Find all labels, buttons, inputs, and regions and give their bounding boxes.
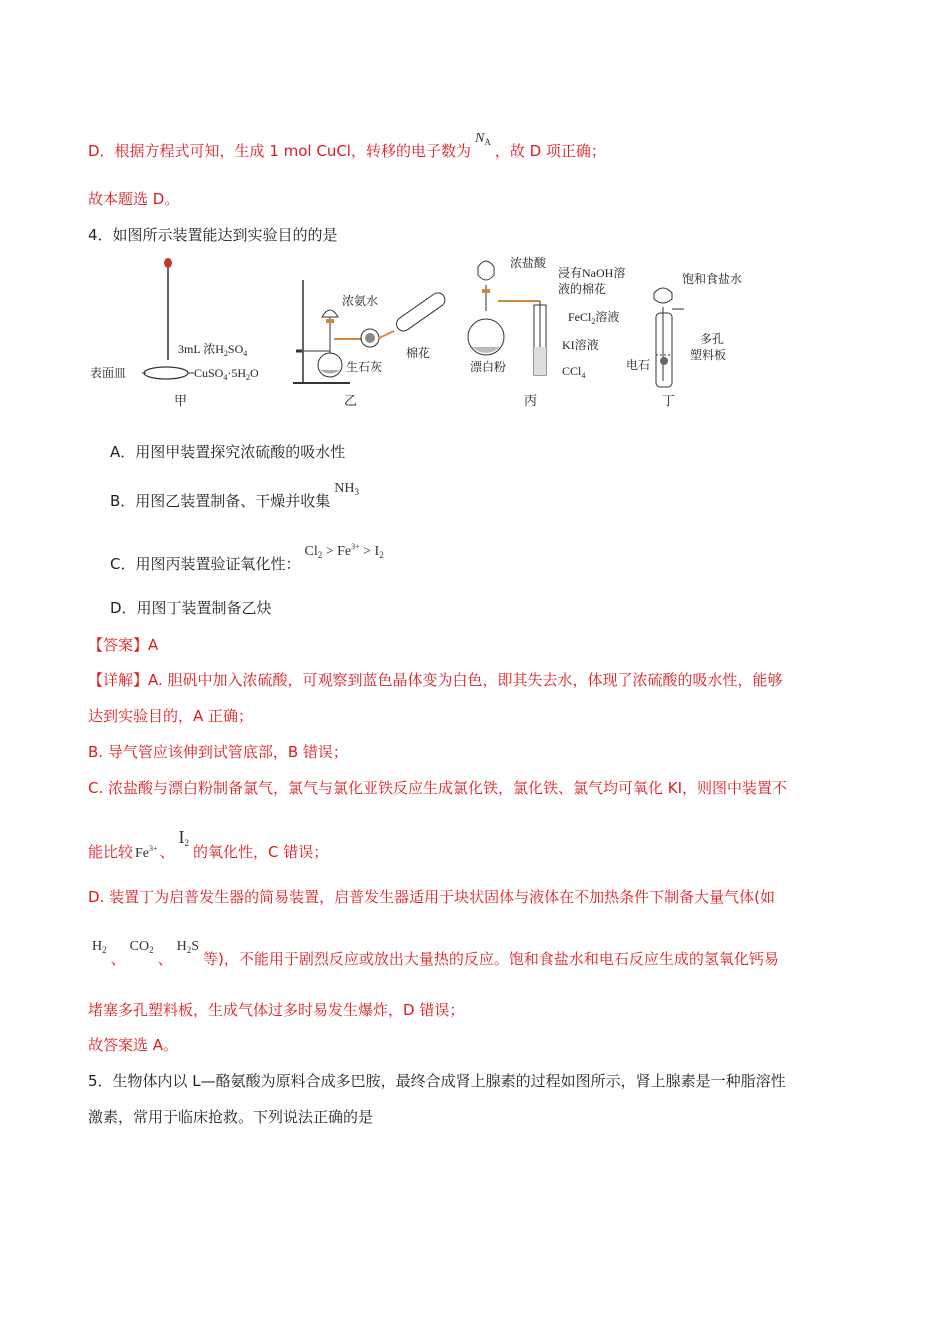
svg-text:丙: 丙	[524, 393, 538, 408]
svg-text:多孔: 多孔	[700, 332, 725, 346]
svg-text:甲: 甲	[174, 393, 188, 408]
formula-oxidizers: $Cl_2 > Fe^{3+} > I_2$	[304, 542, 384, 560]
svg-text:浓氨水: 浓氨水	[342, 294, 379, 308]
explain-line-9: 故答案选 A。	[88, 1036, 179, 1054]
apparatus-jia	[90, 258, 259, 408]
prev-option-d: D．根据方程式可知，生成 1 mol CuCl，转移的电子数为$N_A$ ，故 D 项正确；	[88, 131, 606, 160]
explain-line-5: 能比较 $Fe^{3+}$ 、$I_2$ 的氧化性，C 错误；	[88, 827, 329, 861]
svg-text:生石灰: 生石灰	[346, 360, 383, 374]
option-b[interactable]: B．用图乙装置制备、干燥并收集$NH_3$	[110, 481, 360, 510]
formula-i2: $I_2$	[178, 827, 190, 848]
svg-text:棉花: 棉花	[406, 346, 431, 360]
q5-stem-line-2: 激素，常用于临床抢救。下列说法正确的是	[88, 1108, 374, 1126]
formula-h2s: $H_2S$	[176, 939, 200, 955]
svg-text:乙: 乙	[344, 393, 358, 408]
svg-text:浸有NaOH溶: 浸有NaOH溶	[558, 266, 626, 280]
formula-fe3: $Fe^{3+}$	[135, 844, 158, 861]
svg-text:FeCl2溶液: FeCl$_2$溶液	[568, 310, 620, 326]
answer-label: 【答案】A	[88, 636, 159, 654]
q5-stem-line-1: 5．生物体内以 L—酪氨酸为原料合成多巴胺，最终合成肾上腺素的过程如图所示，肾上腺素是一种脂溶性	[88, 1072, 786, 1090]
explain-line-6: D. 装置丁为启普发生器的简易装置，启普发生器适用于块状固体与液体在不加热条件下制备大量气体(如	[88, 888, 775, 906]
option-a[interactable]: A．用图甲装置探究浓硫酸的吸水性	[110, 443, 346, 461]
apparatus-diagram	[88, 255, 788, 415]
formula-nh3: $NH_3$	[334, 481, 360, 497]
explain-line-8: 堵塞多孔塑料板，生成气体过多时易发生爆炸，D 错误；	[88, 1001, 465, 1019]
svg-text:浓盐酸: 浓盐酸	[510, 256, 547, 270]
svg-text:丁: 丁	[662, 393, 676, 408]
q4-figure	[88, 255, 788, 415]
formula-h2: $H_2$	[92, 939, 107, 955]
explain-line-4: C. 浓盐酸与漂白粉制备氯气，氯气与氯化亚铁反应生成氯化铁，氯化铁、氯气均可氧化 KI，则图中装置不	[88, 779, 788, 797]
svg-text:KI溶液: KI溶液	[562, 338, 599, 352]
svg-text:饱和食盐水: 饱和食盐水	[682, 272, 743, 286]
q4-stem: 4．如图所示装置能达到实验目的的是	[88, 226, 338, 244]
formula-co2: $CO_2$	[129, 939, 154, 955]
formula-na: $N_A$	[474, 131, 491, 147]
explain-line-2: 达到实验目的，A 正确；	[88, 707, 254, 725]
prev-conclusion: 故本题选 D。	[88, 190, 180, 208]
explain-line-3: B. 导气管应该伸到试管底部，B 错误；	[88, 743, 348, 761]
explain-line-1: 【详解】A. 胆矾中加入浓硫酸，可观察到蓝色晶体变为白色，即其失去水，体现了浓硫酸的吸水性，能够	[88, 671, 783, 689]
svg-text:3mL 浓H2SO4: 3mL 浓$H_2SO_4$	[178, 342, 248, 358]
svg-text:CCl4: CCl$_4$	[562, 364, 586, 380]
svg-text:塑料板: 塑料板	[690, 348, 727, 362]
option-c[interactable]: C．用图丙装置验证氧化性：$Cl_2 > Fe^{3+} > I_2$	[110, 542, 384, 573]
svg-text:漂白粉: 漂白粉	[470, 360, 507, 374]
apparatus-yi	[293, 280, 448, 408]
svg-text:液的棉花: 液的棉花	[558, 282, 607, 296]
option-d[interactable]: D．用图丁装置制备乙炔	[110, 599, 272, 617]
svg-text:电石: 电石	[626, 358, 651, 372]
svg-text:CuSO4·5H2O: $CuSO_4\cdot 5H_2O$	[194, 366, 259, 382]
svg-text:表面皿: 表面皿	[90, 366, 127, 380]
apparatus-ding	[626, 271, 742, 408]
apparatus-bing	[468, 255, 625, 408]
explain-line-7: $H_2$ 、$CO_2$ 、$H_2S$等)，不能用于剧烈反应或放出大量热的反应。饱和食盐水和电石反应生成的氢氧化钙易	[92, 939, 779, 968]
